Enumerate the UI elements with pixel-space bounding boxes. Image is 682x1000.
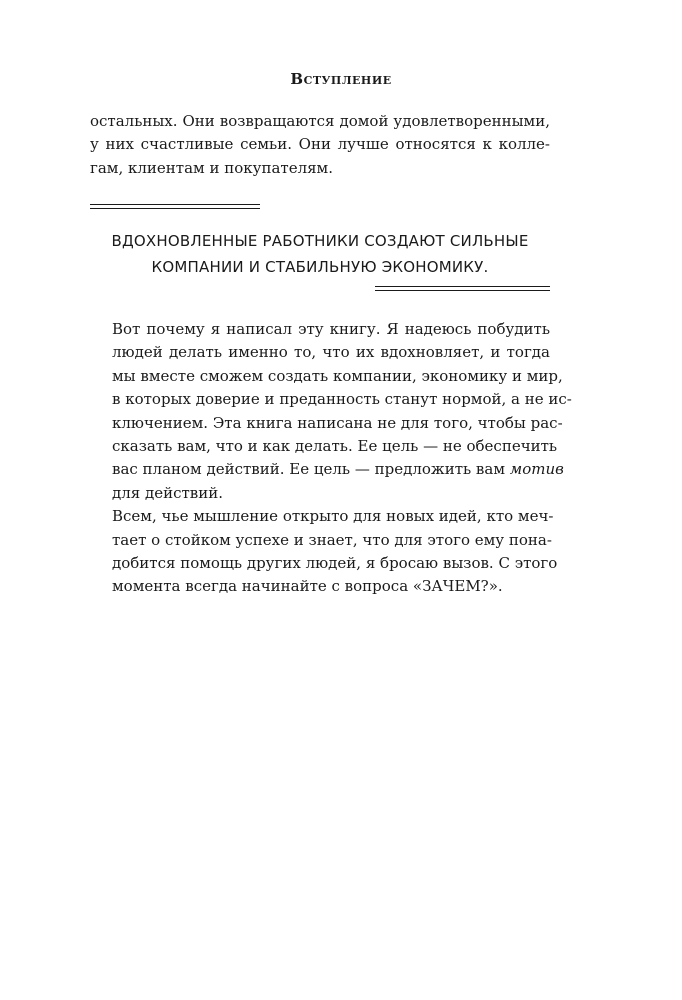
pull-quote-line: КОМПАНИИ И СТАБИЛЬНУЮ ЭКОНОМИКУ. xyxy=(151,258,489,276)
text-line: для действий. xyxy=(112,483,224,502)
text-line: тает о стойком успехе и знает, что для этого ему пона- xyxy=(112,530,552,549)
text-line: Всем, чье мышление открыто для новых идей, кто меч- xyxy=(112,507,554,526)
pull-quote xyxy=(90,228,550,280)
text-segment: вас планом действий. Ее цель — предложить вам xyxy=(112,460,505,479)
text-line: сказать вам, что и как делать. Ее цель — не обеспечить xyxy=(112,437,558,456)
running-head: Вступление xyxy=(290,70,392,88)
paragraph-1 xyxy=(90,318,572,505)
text-line: ключением. Эта книга написана не для того, чтобы рас- xyxy=(112,413,563,432)
text-line: добится помощь других людей, я бросаю вызов. С этого xyxy=(112,554,558,573)
text-line: в которых доверие и преданность станут нормой, а не ис- xyxy=(112,390,572,409)
text-line: момента всегда начинайте с вопроса «ЗАЧЕМ?». xyxy=(112,577,503,596)
text-line: остальных. Они возвращаются домой удовлетворенными, xyxy=(90,112,550,130)
decorative-rule-top-1 xyxy=(90,204,260,205)
decorative-rule-bottom-2 xyxy=(375,290,550,291)
pull-quote-line: ВДОХНОВЛЕННЫЕ РАБОТНИКИ СОЗДАЮТ СИЛЬНЫЕ xyxy=(111,232,529,250)
main-text xyxy=(90,318,572,599)
decorative-rule-top-2 xyxy=(90,208,260,209)
text-line: гам, клиентам и покупателям. xyxy=(90,158,333,177)
text-line: людей делать именно то, что их вдохновляет, и тогда xyxy=(112,343,550,362)
intro-paragraph xyxy=(90,110,550,180)
emphasized-word: мотив xyxy=(509,460,564,479)
decorative-rule-bottom-1 xyxy=(375,286,550,287)
text-line: Вот почему я написал эту книгу. Я надеюсь побудить xyxy=(112,320,550,338)
text-line: у них счастливые семьи. Они лучше относятся к колле- xyxy=(90,135,550,154)
text-line: мы вместе сможем создать компании, экономику и мир, xyxy=(112,366,563,385)
paragraph-2 xyxy=(90,505,558,599)
text-line-with-emphasis xyxy=(90,458,564,481)
